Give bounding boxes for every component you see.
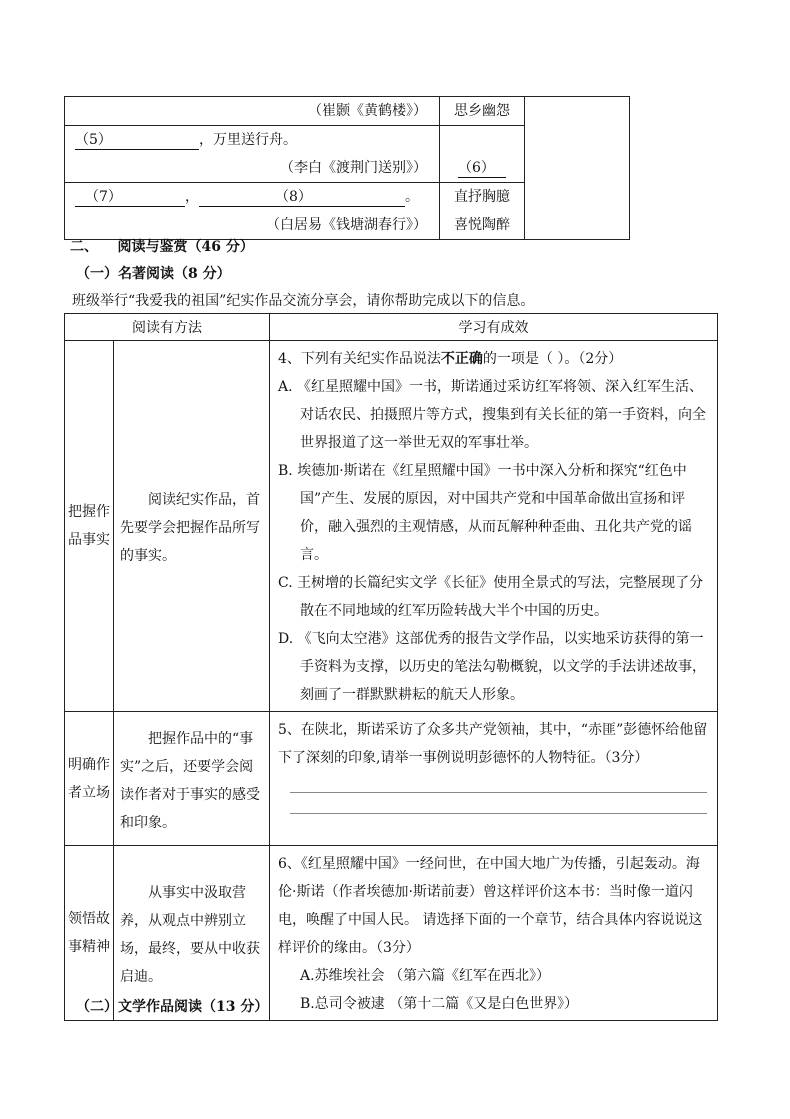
part-1-intro: 班级举行“我爱我的祖国”纪实作品交流分享会，请你帮助完成以下的信息。: [72, 293, 535, 309]
answer-line-1[interactable]: [290, 772, 707, 793]
question-4: [270, 341, 718, 712]
row-method-1: 阅读纪实作品，首先要学会把握作品所写的事实。: [114, 341, 270, 712]
row-label-2: 明确作者立场: [65, 712, 114, 846]
choice-b[interactable]: B.总司令被逮 （第十二篇《又是白色世界》）: [300, 996, 579, 1012]
poem-sep: ，: [185, 189, 199, 205]
option-b[interactable]: B. 埃德加·斯诺在《红星照耀中国》一书中深入分析和探究“红色中国”产生、发展的原因，对中国共产党和中国革命做出宣扬和评价，融入强烈的主观情感，从而瓦解种种歪曲、丑化共产党的谣言。: [278, 463, 692, 563]
q4-post: 的一项是（ ）。（2分）: [482, 351, 623, 367]
blank-8-label: （8）: [275, 189, 312, 205]
poem-cell-3: [65, 183, 440, 240]
poem-line-2: [65, 126, 439, 154]
blank-5[interactable]: [75, 131, 199, 150]
blank-7-label: （7）: [85, 189, 122, 205]
reading-table: [64, 313, 718, 1021]
question-5-stem: 5、在陕北，斯诺采访了众多共产党领袖，其中，“赤匪”彭德怀给他留下了深刻的印象,请举一事例说明彭德怀的人物特征。（3分）: [278, 722, 708, 766]
part-1-title: （一）名著阅读（8 分）: [76, 266, 231, 282]
question-4-stem: [278, 345, 711, 373]
question-6: [270, 846, 718, 1021]
q4-bold: 不正确: [440, 351, 483, 367]
empty-cell: [525, 97, 630, 240]
section-2-title: 二、 阅读与鉴赏（46 分）: [70, 239, 254, 255]
row-method-2: 把握作品中的“事实”之后，还要学会阅读作者对于事实的感受和印象。: [114, 712, 270, 846]
theme-cell-2: [440, 126, 525, 183]
question-5: [270, 712, 718, 846]
poem-source-2: （李白《渡荆门送别》）: [280, 160, 427, 176]
choice-a[interactable]: A.苏维埃社会 （第六篇《红军在西北》）: [300, 968, 551, 984]
question-6-stem: 6、《红星照耀中国》一经问世，在中国大地广为传播，引起轰动。海伦·斯诺（作者埃德加·斯诺前妻）曾这样评价这本书：当时像一道闪电，唤醒了中国人民。 请选择下面的一个章节，结合具体内容说说这样评价的缘由。（3分）: [278, 856, 703, 956]
header-method: 阅读有方法: [65, 314, 270, 341]
part-2-title: （二）文学作品阅读（13 分）: [76, 999, 269, 1015]
row-label-1: 把握作品事实: [65, 341, 114, 712]
option-a[interactable]: A. 《红星照耀中国》一书，斯诺通过采访红军将领、深入红军生活、对话农民、拍摄照片等方式，搜集到有关长征的第一手资料，向全世界报道了这一举世无双的军事壮举。: [278, 379, 706, 451]
option-c[interactable]: C. 王树增的长篇纪实文学《长征》使用全景式的写法，完整展现了分散在不同地域的红军历险转战大半个中国的历史。: [278, 575, 704, 619]
header-result: 学习有成效: [270, 314, 718, 341]
blank-7[interactable]: [75, 188, 185, 207]
poem-cell-1: [65, 97, 440, 126]
option-d[interactable]: D. 《飞向太空港》这部优秀的报告文学作品，以实地采访获得的第一手资料为支撑，以历史的笔法勾勒概貌，以文学的手法讲述故事，刻画了一群默默耕耘的航天人形象。: [278, 631, 706, 703]
theme-3b: 喜悦陶醉: [454, 217, 510, 233]
theme-3a: 直抒胸臆: [454, 189, 510, 205]
row-method-3: 从事实中汲取营养，从观点中辨别立场，最终，要从中收获启迪。: [114, 846, 270, 1021]
poem-cell-2: [65, 126, 440, 183]
row-label-3: 领悟故事精神: [65, 846, 114, 1021]
poem-line-3-end: 。: [405, 189, 419, 205]
poem-line-3: [65, 183, 439, 211]
blank-8[interactable]: [199, 188, 405, 207]
theme-cell-1: [440, 97, 525, 126]
poem-line-2-text: ，万里送行舟。: [199, 132, 297, 148]
poem-source-3: （白居易《钱塘湖春行》）: [266, 217, 427, 233]
answer-line-2[interactable]: [290, 793, 707, 814]
blank-6[interactable]: （6）: [458, 159, 506, 178]
theme-1: 思乡幽怨: [454, 103, 510, 119]
poem-source-1: （崔颢《黄鹤楼》）: [308, 103, 427, 119]
theme-cell-3: [440, 183, 525, 240]
poem-table: [64, 96, 630, 240]
q4-pre: 4、下列有关纪实作品说法: [278, 351, 441, 367]
theme-blank-6-wrap: [440, 154, 524, 182]
blank-5-label: （5）: [75, 132, 112, 148]
